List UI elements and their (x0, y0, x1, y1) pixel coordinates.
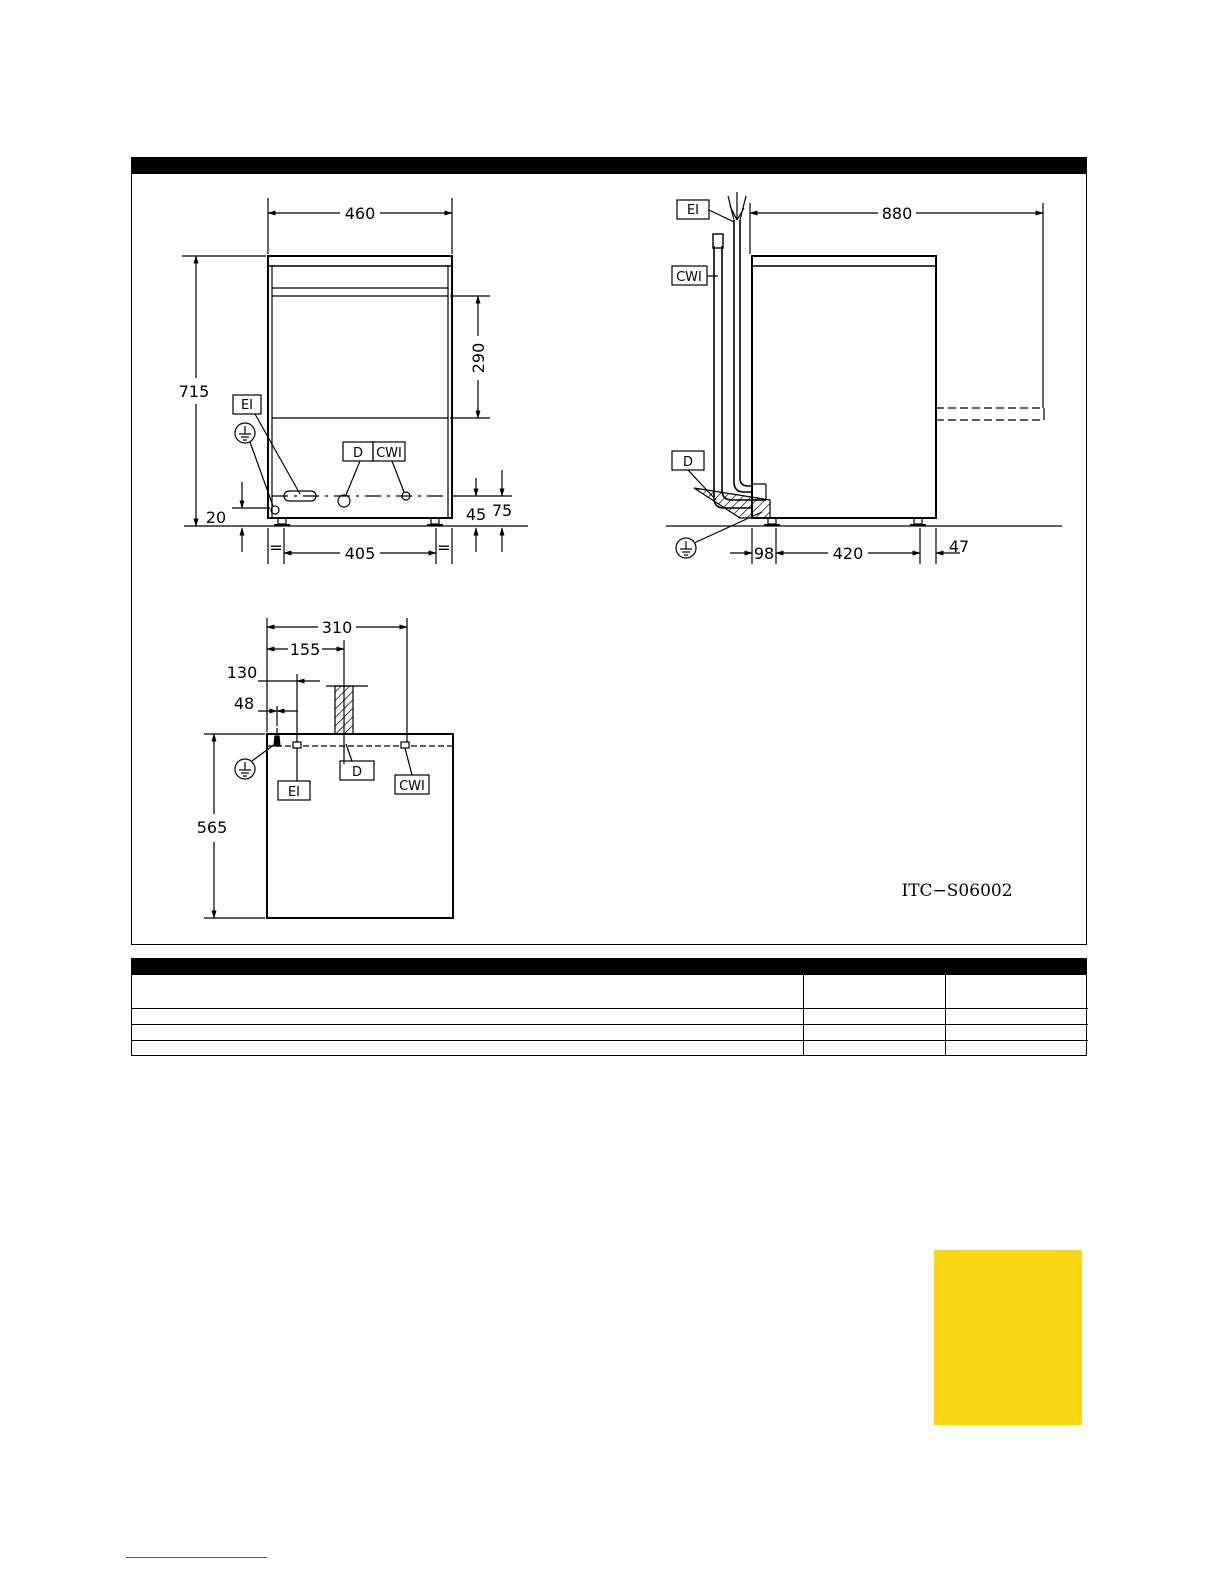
top-dim-155-label: 155 (289, 640, 321, 659)
table-cell (132, 1009, 803, 1025)
table-cell (803, 1041, 945, 1057)
front-ei-label: EI (240, 398, 254, 413)
table-row (132, 1009, 1088, 1025)
side-dim-47-label: 47 (948, 537, 970, 556)
spec-table (131, 958, 1087, 1056)
front-equal-left: = (269, 538, 283, 557)
table-cell (132, 975, 803, 1009)
side-cwi-label: CWI (676, 270, 702, 285)
table-row (132, 975, 1088, 1009)
front-width-label: 460 (344, 204, 376, 223)
table-cell (803, 1025, 945, 1041)
top-dim-130-label: 130 (226, 663, 258, 682)
table-cell (132, 1041, 803, 1057)
top-ei-label: EI (287, 785, 301, 800)
table-cell (803, 1009, 945, 1025)
front-cwi-label: CWI (376, 446, 402, 461)
front-dim-20-label: 20 (205, 508, 227, 527)
front-dim-75-label: 75 (491, 501, 513, 520)
spec-table-header-bar (132, 959, 1086, 975)
top-cwi-label: CWI (399, 779, 425, 794)
footer-link-underline[interactable] (126, 1557, 267, 1558)
front-height-label: 715 (178, 382, 210, 401)
side-dim-98-label: 98 (753, 544, 775, 563)
side-depth-label: 880 (881, 204, 913, 223)
table-row (132, 1025, 1088, 1041)
table-cell (945, 975, 1088, 1009)
side-view (666, 192, 1062, 564)
table-cell (945, 1009, 1088, 1025)
front-dim-290-label: 290 (469, 342, 488, 374)
table-cell (803, 975, 945, 1009)
side-body (752, 256, 936, 518)
top-dim-48-label: 48 (233, 694, 255, 713)
side-ei-label: EI (686, 203, 700, 218)
front-body (268, 256, 452, 518)
brand-color-block (934, 1250, 1082, 1425)
front-dim-405-label: 405 (344, 544, 376, 563)
front-equal-right: = (437, 538, 451, 557)
table-cell (132, 1025, 803, 1041)
table-row (132, 1041, 1088, 1057)
front-dim-45-label: 45 (465, 505, 487, 524)
top-dim-310-label: 310 (321, 618, 353, 637)
front-d-label: D (352, 446, 364, 461)
side-d-label: D (682, 455, 694, 470)
side-dim-420-label: 420 (832, 544, 864, 563)
drawing-code: ITC−S06002 (901, 881, 1013, 901)
table-cell (945, 1025, 1088, 1041)
spec-table-grid (132, 975, 1088, 1056)
table-cell (945, 1041, 1088, 1057)
top-d-label: D (351, 765, 363, 780)
top-dim-565-label: 565 (196, 818, 228, 837)
